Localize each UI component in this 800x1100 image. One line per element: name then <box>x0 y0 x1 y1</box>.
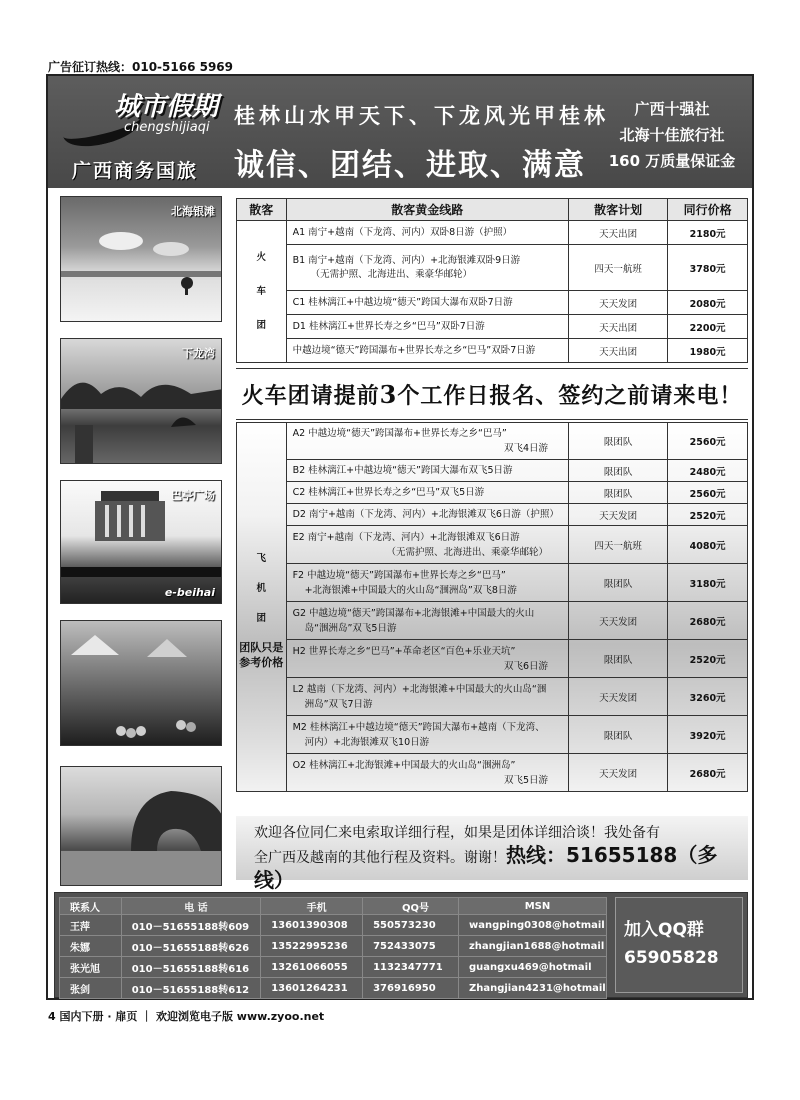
qq-group-label: 加入QQ群 <box>624 920 704 940</box>
col-header: 散客黄金线路 <box>286 199 568 221</box>
logo <box>54 80 224 184</box>
route: E2 南宁+越南（下龙湾、河内）+北海银滩双飞6日游 （无需护照、北海进出、乘豪华邮轮） <box>286 526 568 564</box>
logo-text: 城市假期 <box>114 92 219 122</box>
plan: 限团队 <box>569 564 668 602</box>
contact-name: 张剑 <box>60 978 122 999</box>
plan: 天天发团 <box>569 291 668 315</box>
photo-beihai-beach <box>60 196 222 322</box>
photo-elephant-trunk-hill <box>60 766 222 886</box>
contact-msn: wangping0308@hotmail <box>458 915 606 936</box>
train-tour-table <box>236 198 748 363</box>
route: L2 越南（下龙湾、河内）+北海银滩+中国最大的火山岛“涠 洲岛”双飞7日游 <box>286 678 568 716</box>
hotline-number: 热线：51655188（多线） <box>254 843 718 892</box>
welcome-line-2: 全广西及越南的其他行程及资料。谢谢！热线：51655188（多线） <box>254 843 718 892</box>
route: D1 桂林漓江+世界长寿之乡“巴马”双卧7日游 <box>286 315 568 339</box>
brand-name: 广西商务国旅 <box>72 160 199 182</box>
photo-halong-bay <box>60 338 222 464</box>
route: A2 中越边境“德天”跨国瀑布+世界长寿之乡“巴马” 双飞4日游 <box>286 423 568 460</box>
hotline: 广告征订热线：010-5166 5969 <box>48 60 234 74</box>
contact-mobile: 13601264231 <box>261 978 363 999</box>
contact-name: 王萍 <box>60 915 122 936</box>
route: F2 中越边境“德天”跨国瀑布+世界长寿之乡“巴马” +北海银滩+中国最大的火山岛“涠洲岛”双飞8日游 <box>286 564 568 602</box>
page-footer: 4 国内下册 · 扉页 ｜ 欢迎浏览电子版 www.zyoo.net <box>48 1010 325 1023</box>
route: C2 桂林漓江+世界长寿之乡“巴马”双飞5日游 <box>286 482 568 504</box>
contact-name: 朱娜 <box>60 936 122 957</box>
contact-msn: Zhangjian4231@hotmail <box>458 978 606 999</box>
elephant-hill-icon <box>61 767 222 886</box>
credential-2: 北海十佳旅行社 <box>619 126 725 144</box>
price: 2680元 <box>668 602 748 640</box>
col-header: 联系人 <box>60 898 122 915</box>
plan: 限团队 <box>569 482 668 504</box>
credential-1: 广西十强社 <box>634 100 710 118</box>
contact-mobile: 13601390308 <box>261 915 363 936</box>
plan: 天天发团 <box>569 754 668 792</box>
contact-mobile: 13261066055 <box>261 957 363 978</box>
price: 2560元 <box>668 482 748 504</box>
plan: 限团队 <box>569 460 668 482</box>
plan: 天天发团 <box>569 504 668 526</box>
route: H2 世界长寿之乡“巴马”+革命老区“百色+乐业天坑” 双飞6日游 <box>286 640 568 678</box>
table-row <box>60 936 607 957</box>
price: 2560元 <box>668 423 748 460</box>
route: D2 南宁+越南（下龙湾、河内）+北海银滩双飞6日游（护照） <box>286 504 568 526</box>
col-header: QQ号 <box>363 898 459 915</box>
plan: 四天一航班 <box>569 526 668 564</box>
contact-name: 张光旭 <box>60 957 122 978</box>
route: A1 南宁+越南（下龙湾、河内）双卧8日游（护照） <box>286 221 568 245</box>
table-row <box>60 915 607 936</box>
air-tour-table <box>236 422 748 792</box>
price: 3780元 <box>668 245 748 291</box>
contact-qq: 550573230 <box>363 915 459 936</box>
table-row <box>60 957 607 978</box>
photo-watermark: e-beihai <box>164 586 215 599</box>
contact-phone: 010－51655188转609 <box>121 915 260 936</box>
route: M2 桂林漓江+中越边境“德天”跨国大瀑布+越南（下龙湾、 河内）+北海银滩双飞10日游 <box>286 716 568 754</box>
qq-group-box <box>615 897 743 993</box>
price: 3180元 <box>668 564 748 602</box>
header-banner <box>48 76 752 188</box>
contact-phone: 010－51655188转626 <box>121 936 260 957</box>
contact-phone: 010－51655188转616 <box>121 957 260 978</box>
contact-qq: 1132347771 <box>363 957 459 978</box>
price: 2180元 <box>668 221 748 245</box>
col-header: 散客计划 <box>569 199 668 221</box>
price: 2080元 <box>668 291 748 315</box>
conical-hat-icon <box>61 621 222 746</box>
price: 2480元 <box>668 460 748 482</box>
credential-3: 160 万质量保证金 <box>608 152 736 170</box>
contact-phone: 010－51655188转612 <box>121 978 260 999</box>
col-header: MSN <box>458 898 606 915</box>
welcome-message <box>236 816 748 892</box>
plan: 限团队 <box>569 716 668 754</box>
table-row <box>60 978 607 999</box>
price: 2200元 <box>668 315 748 339</box>
price: 3260元 <box>668 678 748 716</box>
route: B1 南宁+越南（下龙湾、河内）+北海银滩双卧9日游 （无需护照、北海进出、乘豪华邮轮） <box>286 245 568 291</box>
col-header: 电 话 <box>121 898 260 915</box>
route: C1 桂林漓江+中越边境“德天”跨国大瀑布双卧7日游 <box>286 291 568 315</box>
photo-label: 下龙湾 <box>182 347 215 360</box>
plan: 四天一航班 <box>569 245 668 291</box>
contacts-panel <box>54 892 748 998</box>
plan: 天天出团 <box>569 339 668 363</box>
photo-label: 北海银滩 <box>171 205 215 218</box>
photo-ba-dinh-square <box>60 480 222 604</box>
plan: 天天出团 <box>569 315 668 339</box>
qq-group-number: 65905828 <box>624 948 719 968</box>
plan: 天天发团 <box>569 678 668 716</box>
price: 2520元 <box>668 504 748 526</box>
photo-market-women <box>60 620 222 746</box>
route: G2 中越边境“德天”跨国瀑布+北海银滩+中国最大的火山 岛“涠洲岛”双飞5日游 <box>286 602 568 640</box>
slogan-top: 桂林山水甲天下、下龙风光甲桂林 <box>234 103 609 128</box>
contact-msn: zhangjian1688@hotmail <box>458 936 606 957</box>
plan: 限团队 <box>569 640 668 678</box>
credentials <box>602 96 742 174</box>
plan: 天天出团 <box>569 221 668 245</box>
slogan-main: 诚信、团结、进取、满意 <box>234 148 586 183</box>
plan: 天天发团 <box>569 602 668 640</box>
price: 1980元 <box>668 339 748 363</box>
ad-frame <box>46 74 754 1000</box>
train-notice: 火车团请提前3个工作日报名、签约之前请来电！ <box>236 368 748 420</box>
route: B2 桂林漓江+中越边境“德天”跨国大瀑布双飞5日游 <box>286 460 568 482</box>
route: 中越边境“德天”跨国瀑布+世界长寿之乡“巴马”双卧7日游 <box>286 339 568 363</box>
price: 2680元 <box>668 754 748 792</box>
contact-msn: guangxu469@hotmail <box>458 957 606 978</box>
plan: 限团队 <box>569 423 668 460</box>
photo-label: 巴亭广场 <box>171 489 215 502</box>
contact-qq: 376916950 <box>363 978 459 999</box>
contact-qq: 752433075 <box>363 936 459 957</box>
contacts-table <box>59 897 607 999</box>
col-header: 散客 <box>237 199 287 221</box>
logo-pinyin: chengshijiaqi <box>124 120 210 135</box>
col-header: 手机 <box>261 898 363 915</box>
contact-mobile: 13522995236 <box>261 936 363 957</box>
welcome-line-1: 欢迎各位同仁来电索取详细行程，如果是团体详细洽谈！我处备有 <box>254 825 660 841</box>
category-train: 火 车 团 <box>237 221 287 363</box>
col-header: 同行价格 <box>668 199 748 221</box>
price: 2520元 <box>668 640 748 678</box>
price: 3920元 <box>668 716 748 754</box>
price: 4080元 <box>668 526 748 564</box>
route: O2 桂林漓江+北海银滩+中国最大的火山岛“涠洲岛” 双飞5日游 <box>286 754 568 792</box>
category-air: 飞 机 团 团队只是参考价格 <box>237 423 287 792</box>
